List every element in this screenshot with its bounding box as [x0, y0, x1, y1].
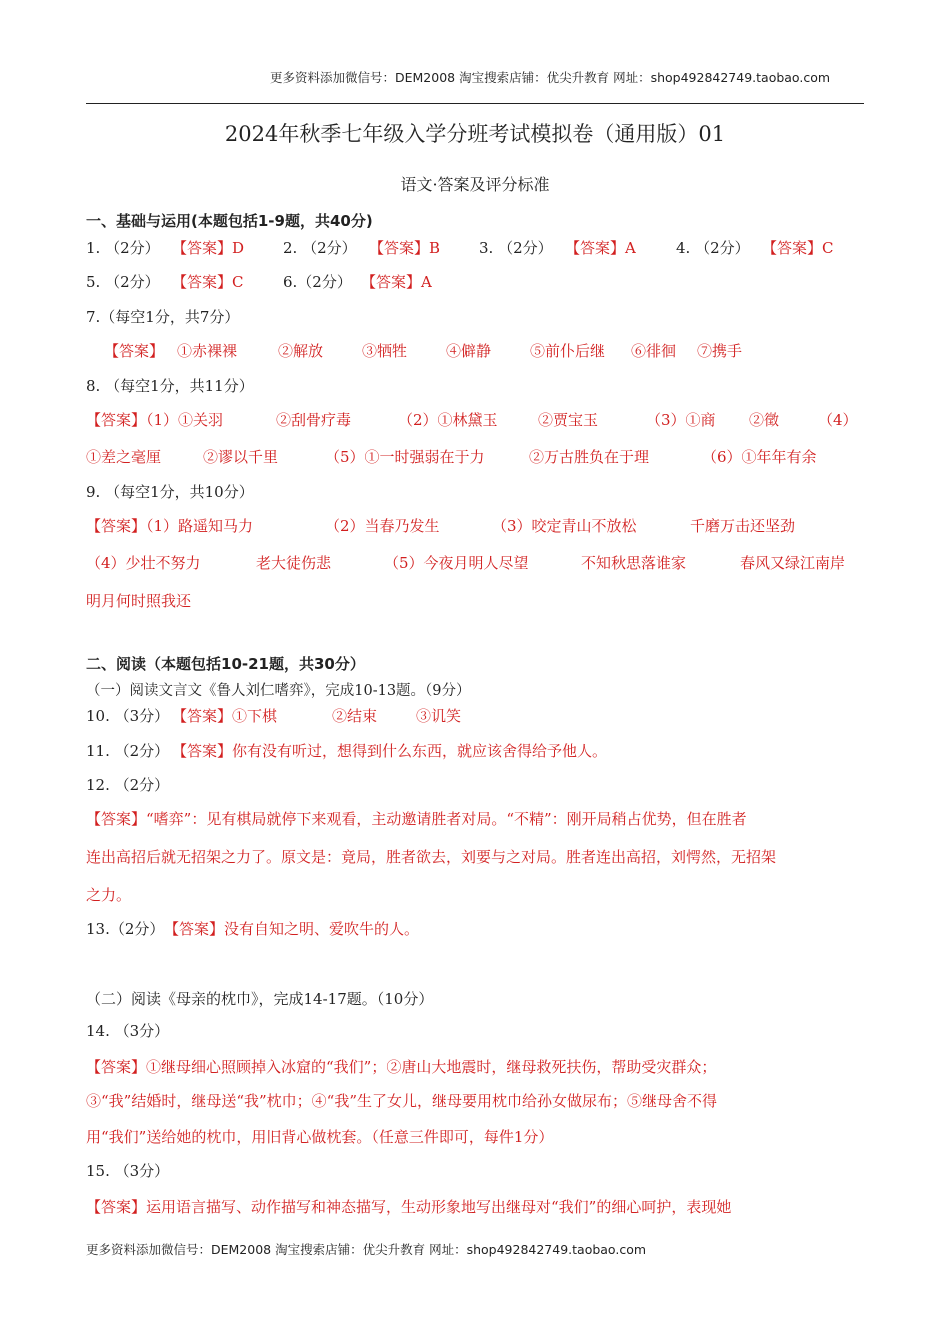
q2-label: 2. （2分） [283, 239, 357, 257]
q15-answer: 【答案】运用语言描写、动作描写和神态描写，生动形象地写出继母对“我们”的细心呵护，表现她 [86, 1198, 732, 1216]
page-title: 2024年秋季七年级入学分班考试模拟卷（通用版）01 [224, 122, 726, 146]
q7-item: ②解放 [278, 342, 324, 360]
q10-item: 【答案】①下棋 [172, 707, 278, 725]
q14-answer-line: 【答案】①继母细心照顾掉入冰窟的“我们”；②唐山大地震时，继母救死扶伤，帮助受灾群众； [86, 1058, 717, 1076]
q7-label: 7.（每空1分，共7分） [86, 308, 240, 326]
section2-heading: 二、阅读（本题包括10-21题，共30分） [86, 655, 365, 673]
q9-item: 千磨万击还坚劲 [690, 517, 796, 535]
q10-item: ②结束 [332, 707, 378, 725]
q6-answer: 【答案】A [361, 273, 432, 291]
header-rule [86, 103, 864, 104]
q14-label: 14. （3分） [86, 1022, 170, 1040]
q8-item: （6）①年年有余 [702, 448, 817, 466]
q7-item: ⑤前仆后继 [530, 342, 606, 360]
q8-label: 8. （每空1分，共11分） [86, 377, 254, 395]
part1-intro: （一）阅读文言文《鲁人刘仁嗜弈》，完成10-13题。（9分） [86, 683, 471, 699]
q5-answer: 【答案】C [172, 273, 244, 291]
q9-label: 9. （每空1分，共10分） [86, 483, 254, 501]
q3-label: 3. （2分） [479, 239, 553, 257]
q13-answer: 【答案】没有自知之明、爱吹牛的人。 [164, 920, 420, 938]
q4-answer: 【答案】C [762, 239, 834, 257]
q9-item: 老大徒伤悲 [256, 554, 332, 572]
q8-item: 【答案】（1）①关羽 [86, 411, 224, 429]
q12-answer-line: 之力。 [86, 886, 132, 904]
q8-item: ②谬以千里 [203, 448, 279, 466]
q9-item: 【答案】（1）路遥知马力 [86, 517, 254, 535]
q7-answer-tag: 【答案】 [104, 342, 165, 360]
q8-item: ②万古胜负在于理 [529, 448, 650, 466]
q10-item: ③讥笑 [416, 707, 462, 725]
q15-label: 15. （3分） [86, 1162, 170, 1180]
q2-answer: 【答案】B [369, 239, 441, 257]
q8-item: （4） [818, 411, 858, 429]
section1-heading: 一、基础与运用(本题包括1-9题，共40分) [86, 212, 373, 230]
page-subtitle: 语文·答案及评分标准 [400, 175, 550, 194]
q7-item: ④僻静 [446, 342, 492, 360]
q14-answer-line: ③“我”结婚时，继母送“我”枕巾；④“我”生了女儿，继母要用枕巾给孙女做尿布；⑤继母舍不得 [86, 1092, 718, 1110]
q12-answer-line: 【答案】“嗜弈”：见有棋局就停下来观看，主动邀请胜者对局。“不精”：刚开局稍占优势，但在胜者 [86, 810, 747, 828]
part2-intro: （二）阅读《母亲的枕巾》，完成14-17题。（10分） [86, 990, 434, 1008]
q7-item: ③牺牲 [362, 342, 408, 360]
q7-item: ⑦携手 [697, 342, 743, 360]
q8-item: （2）①林黛玉 [398, 411, 498, 429]
q9-item: （3）咬定青山不放松 [492, 517, 637, 535]
q8-item: ②徵 [749, 411, 780, 429]
q12-label: 12. （2分） [86, 776, 170, 794]
q8-item: （3）①商 [646, 411, 716, 429]
q9-item: （5）今夜月明人尽望 [384, 554, 529, 572]
q8-item: （5）①一时强弱在于力 [325, 448, 485, 466]
q3-answer: 【答案】A [565, 239, 636, 257]
q1-label: 1. （2分） [86, 239, 160, 257]
q10-label: 10. （3分） [86, 707, 170, 725]
header-note: 更多资料添加微信号：DEM2008 淘宝搜索店铺：优尖升教育 网址：shop492842749.taobao.com [270, 70, 831, 85]
q9-item: （4）少壮不努力 [86, 554, 201, 572]
q14-answer-line: 用“我们”送给她的枕巾，用旧背心做枕套。（任意三件即可，每件1分） [86, 1128, 554, 1146]
q6-label: 6.（2分） [283, 273, 352, 291]
q12-answer-line: 连出高招后就无招架之力了。原文是：竟局，胜者欲去，刘要与之对局。胜者连出高招，刘愕然，无招架 [86, 848, 777, 866]
q11-answer: 【答案】你有没有听过，想得到什么东西，就应该舍得给予他人。 [172, 742, 608, 760]
footer-note: 更多资料添加微信号：DEM2008 淘宝搜索店铺：优尖升教育 网址：shop492842749.taobao.com [86, 1242, 647, 1257]
q4-label: 4. （2分） [676, 239, 750, 257]
q9-item: 明月何时照我还 [86, 592, 192, 610]
q11-label: 11. （2分） [86, 742, 170, 760]
q7-item: ⑥徘徊 [631, 342, 677, 360]
q5-label: 5. （2分） [86, 273, 160, 291]
q8-item: ①差之毫厘 [86, 448, 162, 466]
q1-answer: 【答案】D [172, 239, 245, 257]
q8-item: ②刮骨疗毒 [276, 411, 352, 429]
q9-item: 不知秋思落谁家 [581, 554, 687, 572]
q8-item: ②贾宝玉 [538, 411, 599, 429]
q9-item: 春风又绿江南岸 [740, 554, 846, 572]
q9-item: （2）当春乃发生 [325, 517, 440, 535]
q7-item: ①赤裸裸 [177, 342, 238, 360]
q13-label: 13.（2分） [86, 920, 165, 938]
